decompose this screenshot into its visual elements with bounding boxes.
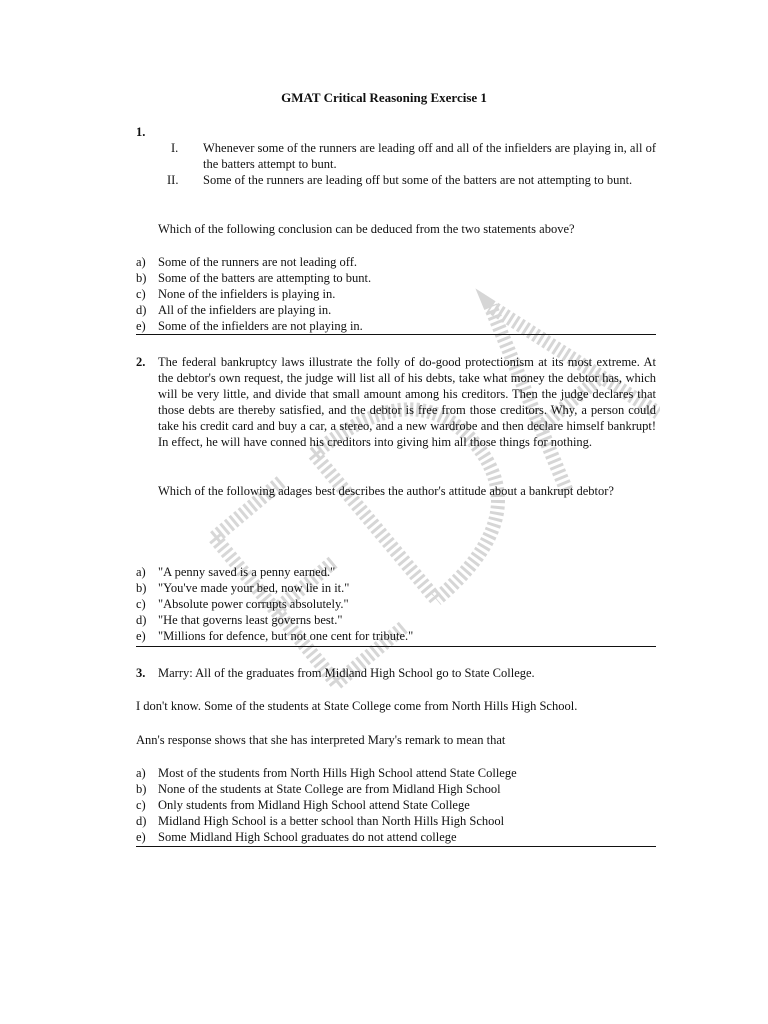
- section-divider: [136, 646, 656, 647]
- option-text: Most of the students from North Hills High School attend State College: [158, 766, 517, 780]
- option-text: Only students from Midland High School attend State College: [158, 798, 470, 812]
- q2-option-e: [136, 628, 413, 644]
- option-letter: c): [136, 597, 146, 611]
- q3-option-a: [136, 765, 517, 781]
- option-text: Some of the runners are not leading off.: [158, 255, 358, 269]
- question-3-stem: Marry: All of the graduates from Midland High School go to State College.: [158, 666, 535, 680]
- q2-option-d: [136, 612, 342, 628]
- question-1-number: 1.: [136, 125, 146, 139]
- option-letter: b): [136, 271, 147, 285]
- option-text: Some of the infielders are not playing in.: [158, 319, 363, 333]
- option-letter: c): [136, 287, 146, 301]
- question-2-passage: The federal bankruptcy laws illustrate the folly of do-good protectionism at its most extreme. At the debtor's own request, the judge will list all of his debts, take what money the debtor has, which will be very little, and divide that small amount among his creditors. Then the judge declares that those debts are thereby satisfied, and the debtor is free from those creditors. Why, a person could take his credit card and buy a car, a stereo, and a new wardrobe and then declare himself bankrupt! In effect, he will have conned his creditors into giving him all those things for nothing.: [158, 355, 656, 449]
- question-3-response: I don't know. Some of the students at State College come from North Hills High School.: [136, 699, 578, 713]
- statement-1-numeral: I.: [171, 141, 179, 155]
- option-text: "A penny saved is a penny earned.": [158, 565, 336, 579]
- question-2-number: 2.: [136, 355, 146, 369]
- option-text: "He that governs least governs best.": [158, 613, 343, 627]
- option-text: Some Midland High School graduates do not attend college: [158, 830, 457, 844]
- option-letter: e): [136, 319, 146, 333]
- statement-2-numeral: II.: [167, 173, 179, 187]
- option-letter: b): [136, 581, 147, 595]
- option-letter: a): [136, 565, 146, 579]
- q3-option-d: [136, 813, 504, 829]
- option-letter: a): [136, 766, 146, 780]
- option-letter: c): [136, 798, 146, 812]
- option-letter: b): [136, 782, 147, 796]
- section-divider: [136, 846, 656, 847]
- option-letter: e): [136, 830, 146, 844]
- option-letter: d): [136, 613, 147, 627]
- option-text: "Absolute power corrupts absolutely.": [158, 597, 349, 611]
- q3-option-e: [136, 829, 457, 845]
- statement-2-text: Some of the runners are leading off but some of the batters are not attempting to bunt.: [203, 173, 633, 187]
- option-letter: d): [136, 814, 147, 828]
- q1-option-e: [136, 318, 363, 334]
- question-1-prompt: Which of the following conclusion can be deduced from the two statements above?: [158, 222, 575, 236]
- section-divider: [136, 334, 656, 335]
- q2-option-a: [136, 564, 335, 580]
- q1-option-a: [136, 254, 357, 270]
- option-letter: d): [136, 303, 147, 317]
- option-text: Midland High School is a better school than North Hills High School: [158, 814, 505, 828]
- q3-option-b: [136, 781, 501, 797]
- page-title: GMAT Critical Reasoning Exercise 1: [281, 90, 487, 105]
- option-letter: a): [136, 255, 146, 269]
- q2-option-c: [136, 596, 349, 612]
- option-text: "Millions for defence, but not one cent for tribute.": [158, 629, 414, 643]
- q1-option-d: [136, 302, 331, 318]
- option-text: None of the infielders is playing in.: [158, 287, 336, 301]
- q3-option-c: [136, 797, 470, 813]
- option-text: Some of the batters are attempting to bunt.: [158, 271, 372, 285]
- question-3-prompt: Ann's response shows that she has interpreted Mary's remark to mean that: [136, 733, 506, 747]
- q1-option-c: [136, 286, 335, 302]
- option-text: None of the students at State College are from Midland High School: [158, 782, 501, 796]
- option-text: "You've made your bed, now lie in it.": [158, 581, 350, 595]
- statement-1-text: Whenever some of the runners are leading off and all of the infielders are playing in, all of the batters attempt to bunt.: [203, 141, 656, 171]
- question-2-prompt: Which of the following adages best describes the author's attitude about a bankrupt debtor?: [158, 484, 614, 498]
- option-letter: e): [136, 629, 146, 643]
- q1-option-b: [136, 270, 371, 286]
- option-text: All of the infielders are playing in.: [158, 303, 332, 317]
- question-3-number: 3.: [136, 666, 146, 680]
- q2-option-b: [136, 580, 349, 596]
